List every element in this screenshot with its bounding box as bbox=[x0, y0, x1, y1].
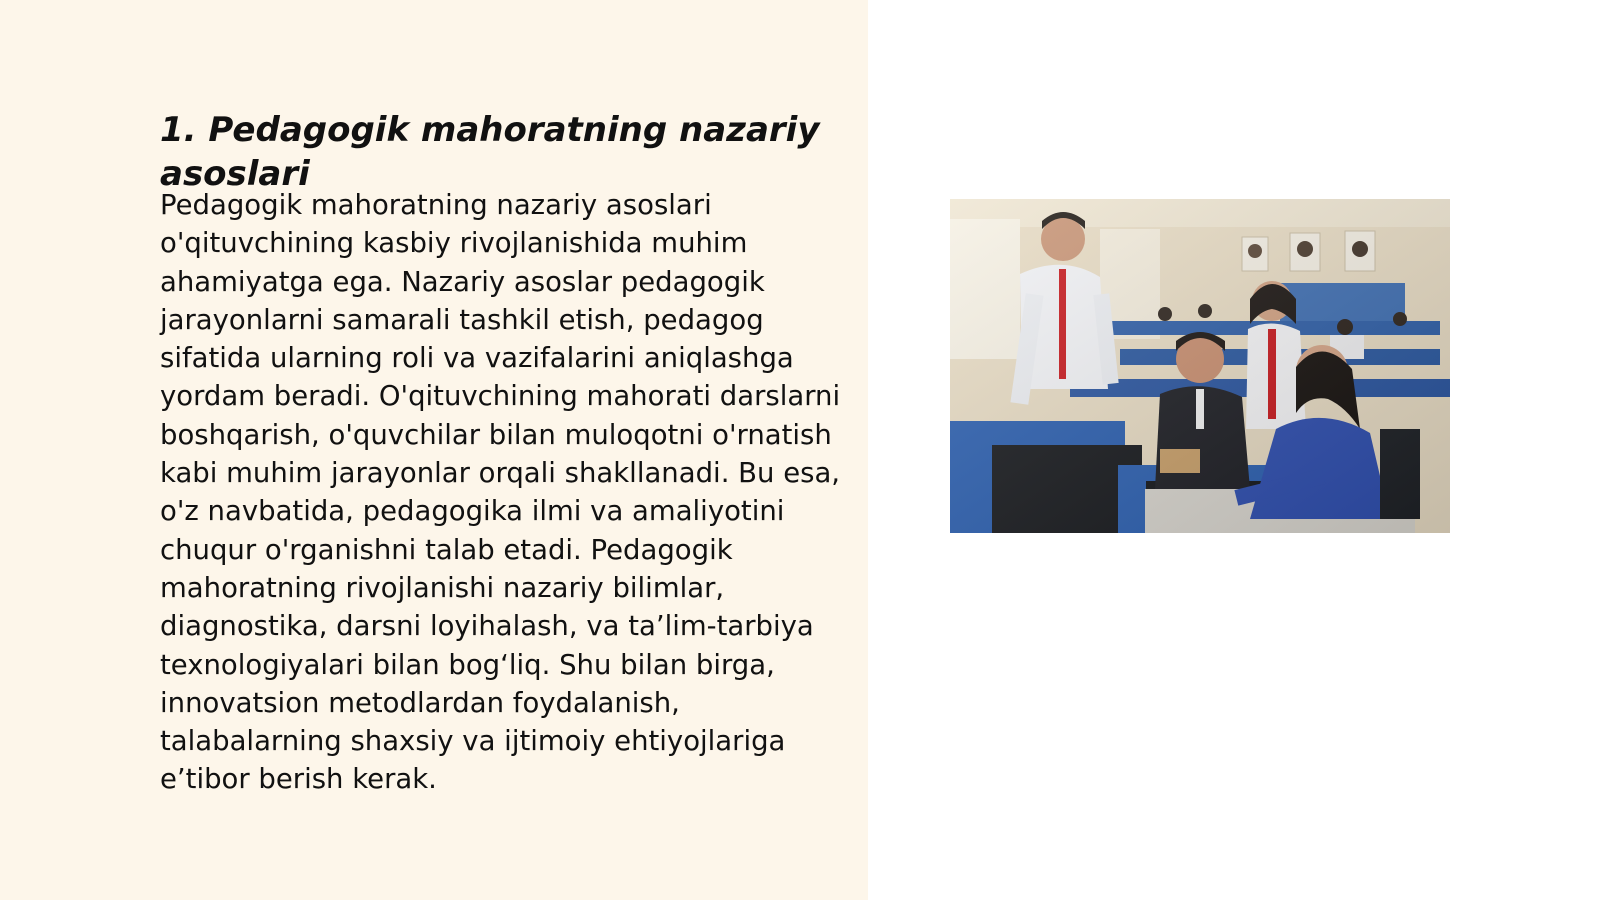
slide-body-text: Pedagogik mahoratning nazariy asoslari o'qituvchining kasbiy rivojlanishida muhim ahamiyatga ega. Nazariy asoslar pedagogik jarayonlarni samarali tashkil etish, pedagog sifatida ularning roli va vazifalarini aniqlashga yordam beradi. O'qituvchining mahorati darslarni boshqarish, o'quvchilar bilan muloqotni o'rnatish kabi muhim jarayonlar orqali shakllanadi. Bu esa, o'z navbatida, pedagogika ilmi va amaliyotini chuqur o'rganishni talab etadi. Pedagogik mahoratning rivojlanishi nazariy bilimlar, diagnostika, darsni loyihalash, va ta’lim-tarbiya texnologiyalari bilan bog‘liq. Shu bilan birga, innovatsion metodlardan foydalanish, talabalarning shaxsiy va ijtimoiy ehtiyojlariga e’tibor berish kerak. bbox=[160, 189, 841, 796]
slide-title: 1. Pedagogik mahoratning nazariy asoslari bbox=[160, 110, 820, 194]
classroom-photo bbox=[950, 199, 1450, 533]
